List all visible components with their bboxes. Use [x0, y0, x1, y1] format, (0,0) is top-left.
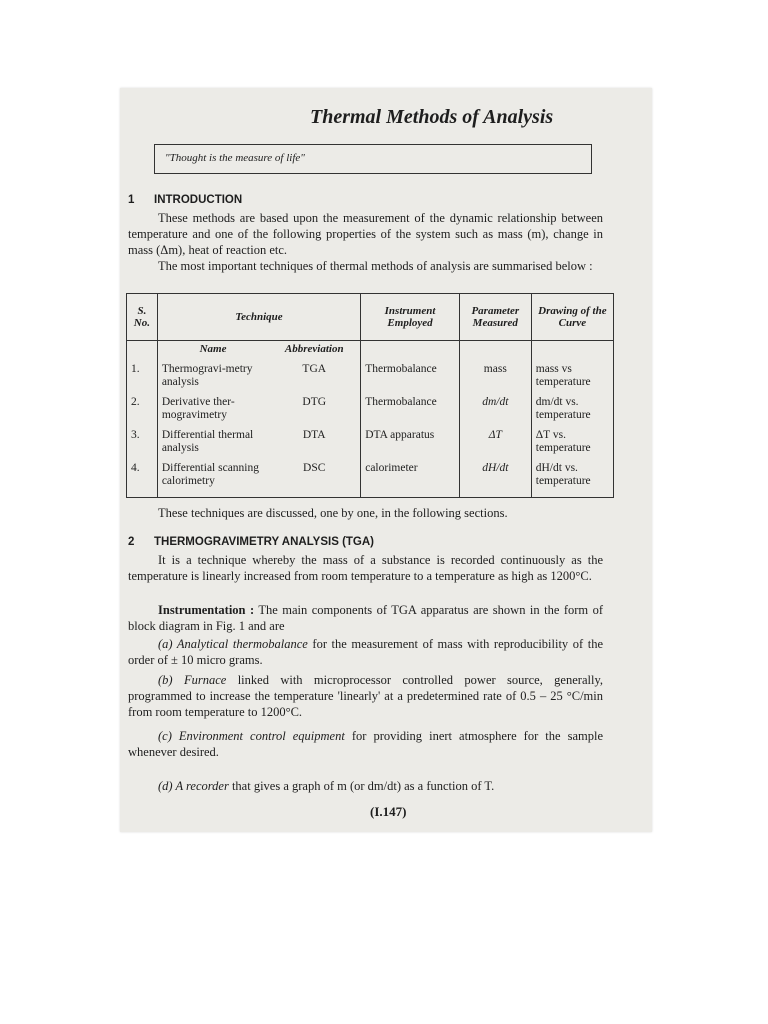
row-3-sno: 3. — [131, 429, 140, 441]
section-heading-tga — [128, 536, 374, 548]
row-3-name: Differential thermal analysis — [161, 429, 254, 454]
row-3-abbr: DTA — [302, 429, 326, 441]
item-d-paragraph: (d) A recorder that gives a graph of m (or dm/dt) as a function of T. — [158, 779, 495, 793]
item-c-paragraph: (c) Environment control equipment for providing inert atmosphere for the sample whenever desired. — [128, 729, 604, 759]
row-2-drawing: dm/dt vs. temperature — [535, 396, 591, 421]
row-3-drawing: ΔT vs. temperature — [535, 429, 591, 454]
row-1-instrument: Thermobalance — [365, 363, 437, 375]
row-1-name: Thermogravi-metry analysis — [161, 363, 253, 388]
sub-header-abbreviation: Abbreviation — [284, 343, 344, 355]
table-body-row — [127, 341, 614, 498]
quote-box — [154, 144, 592, 174]
row-2-sno: 2. — [131, 396, 140, 408]
tga-paragraph-1: It is a technique whereby the mass of a substance is recorded continuously as the temperature is linearly increased from room temperature to a temperature as high as 1200°C. — [128, 553, 603, 583]
header-sno: S. No. — [127, 294, 158, 341]
row-1-drawing: mass vs temperature — [535, 363, 591, 388]
intro-paragraph-2: The most important techniques of thermal methods of analysis are summarised below : — [158, 259, 593, 273]
row-2-name: Derivative ther-mogravimetry — [161, 396, 235, 421]
header-technique: Technique — [157, 294, 360, 341]
row-4-drawing: dH/dt vs. temperature — [535, 462, 591, 487]
quote-text: "Thought is the measure of life" — [165, 152, 305, 164]
instrumentation-paragraph: Instrumentation : The main components of TGA apparatus are shown in the form of block diagram in Fig. 1 and are — [128, 603, 604, 633]
row-4-abbr: DSC — [303, 462, 326, 474]
section-title: INTRODUCTION — [154, 194, 243, 206]
row-4-sno: 4. — [131, 462, 140, 474]
row-2-parameter: dm/dt — [482, 396, 509, 408]
row-4-instrument: calorimeter — [365, 462, 418, 474]
row-4-parameter: dH/dt — [482, 462, 509, 474]
section-heading-introduction — [128, 194, 242, 206]
intro-paragraph-1: These methods are based upon the measurement of the dynamic relationship between temperature and one of the following properties of the system such as mass (m), change in mass (Δm), heat of reaction etc. — [128, 211, 603, 257]
header-instrument: Instrument Employed — [361, 294, 460, 341]
row-2-abbr: DTG — [302, 396, 327, 408]
section-number: 2 — [128, 536, 135, 548]
page-title: Thermal Methods of Analysis — [310, 106, 554, 128]
item-b-paragraph: (b) Furnace linked with microprocessor controlled power source, generally, programmed to increase the temperature 'linearly' at a predetermined rate of 0.5 – 25 °C/min from room temperature to 1200°C. — [128, 673, 604, 719]
page-number: (I.147) — [370, 804, 407, 819]
sub-header-name: Name — [199, 343, 227, 355]
document-page — [120, 88, 652, 832]
row-2-instrument: Thermobalance — [365, 396, 437, 408]
section-number: 1 — [128, 194, 135, 206]
row-3-instrument: DTA apparatus — [365, 429, 435, 441]
table-header-row — [127, 294, 614, 341]
header-drawing: Drawing of the Curve — [531, 294, 613, 341]
row-1-abbr: TGA — [302, 363, 327, 375]
row-4-name: Differential scanning calorimetry — [161, 462, 259, 487]
item-a-paragraph: (a) Analytical thermobalance for the measurement of mass with reproducibility of the order of ± 10 micro grams. — [128, 637, 603, 667]
row-1-sno: 1. — [131, 363, 140, 375]
row-3-parameter: ΔT — [488, 429, 502, 441]
row-1-parameter: mass — [483, 363, 507, 375]
header-parameter: Parameter Measured — [459, 294, 531, 341]
section-title: THERMOGRAVIMETRY ANALYSIS (TGA) — [154, 536, 374, 548]
table-followup-text: These techniques are discussed, one by one, in the following sections. — [158, 506, 508, 520]
techniques-table — [126, 293, 614, 498]
